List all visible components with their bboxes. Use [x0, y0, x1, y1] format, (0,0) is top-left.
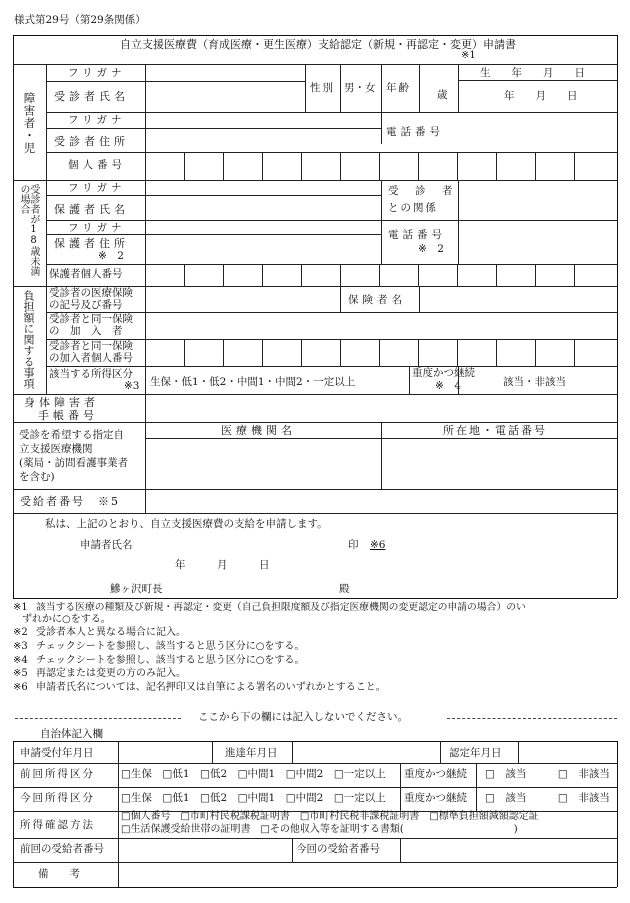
institution-desc-4: を含む): [19, 471, 55, 483]
seal-note: ※6: [370, 539, 386, 551]
progress-date-label: 進達年月日: [225, 747, 278, 759]
disability-book-label-1: 身体障害者: [24, 396, 99, 409]
income-method-label: 所得確認方法: [20, 819, 95, 831]
note-mark: ※3: [13, 641, 28, 652]
prev-income-checks[interactable]: □生保 □低1 □低2 □中間1 □中間2 □一定以上: [121, 768, 386, 780]
age-unit: 歳: [437, 89, 448, 101]
prev-severe-label: 重度かつ継続: [404, 768, 467, 780]
patient-phone-label: 電話番号: [386, 126, 444, 138]
relation-label-2: との関係: [388, 202, 438, 214]
note-mark: ※4: [13, 655, 28, 666]
guardian-name-label: 保護者氏名: [54, 203, 129, 216]
income-class-label: 該当する所得区分: [49, 368, 133, 380]
curr-severe-label: 重度かつ継続: [404, 792, 467, 804]
title-note: ※1: [461, 50, 476, 61]
recipient-number-label: 受給者番号 ※5: [20, 495, 120, 508]
patient-id-label: 個人番号: [68, 159, 126, 171]
note-mark: ※5: [13, 668, 28, 679]
income-method-line1[interactable]: □個人番号 □市町村民税課税証明書 □市町村民税非課税証明書 □標準負担額減額認定証: [121, 811, 539, 822]
same-insured-id-label-1: 受診者と同一保険: [49, 340, 133, 352]
same-insured-label-1: 受診者と同一保険: [49, 313, 133, 325]
form-number: 様式第29号（第29条関係）: [14, 14, 146, 26]
seal-mark: 印: [348, 539, 359, 551]
guardian-phone-note: ※ 2: [418, 243, 444, 255]
office-heading: 自治体記入欄: [40, 728, 103, 740]
insurer-name-label: 保険者名: [348, 294, 406, 306]
prev-recipient-number-label: 前回の受給者番号: [20, 843, 104, 855]
same-insured-id-label-2: の加入者個人番号: [49, 352, 133, 364]
curr-income-checks[interactable]: □生保 □低1 □低2 □中間1 □中間2 □一定以上: [121, 792, 386, 804]
same-insured-label-2: の 加 入 者: [49, 325, 123, 337]
prev-severe-checks[interactable]: □ 該当 □ 非該当: [485, 768, 610, 780]
declaration-text: 私は、上記のとおり、自立支援医療費の支給を申請します。: [45, 518, 328, 530]
income-class-note: ※3: [124, 380, 140, 392]
age-label: 年齢: [386, 82, 411, 94]
institution-desc-1: 受診を希望する指定自: [19, 429, 124, 441]
approval-date-label: 認定年月日: [449, 747, 502, 759]
applicant-name-label: 申請者氏名: [80, 539, 133, 551]
note-text: チェックシートを参照し、該当すると思う区分に○をする。: [36, 641, 305, 652]
separator-text: ここから下の欄には記入しないでください。: [198, 711, 408, 723]
severe-note: ※ 4: [435, 380, 461, 392]
guardian-id-label: 保護者個人番号: [49, 268, 123, 280]
sex-label: 性別: [310, 82, 335, 94]
relation-label-1: 受 診 者: [388, 185, 456, 197]
severe-label: 重度かつ継続: [412, 367, 475, 379]
receipt-date-label: 申請受付年月日: [20, 747, 94, 759]
birth-date-fields[interactable]: 年 月 日: [504, 90, 578, 102]
burden-section-label: 負担額に関する事項: [22, 290, 35, 389]
note-text: 申請者氏名については、記名押印又は自筆による署名のいずれかとすること。: [36, 682, 386, 693]
insurance-symbol-label-1: 受診者の医療保険: [49, 287, 133, 299]
curr-income-label: 今回所得区分: [20, 792, 95, 804]
note-mark: ※1: [13, 602, 28, 613]
note-text: 受診者本人と異なる場合に記入。: [36, 627, 186, 638]
sex-options[interactable]: 男・女: [344, 82, 376, 94]
institution-address-header: 所在地・電話番号: [443, 424, 547, 437]
remarks-label: 備 考: [38, 868, 80, 880]
addressee-suffix: 殿: [339, 583, 350, 595]
patient-address-furigana: フリガナ: [68, 114, 126, 126]
guardian-address-label: 保護者住所: [54, 237, 129, 250]
guardian-furigana-label: フリガナ: [68, 182, 126, 194]
income-class-options[interactable]: 生保・低1・低2・中間1・中間2・一定以上: [150, 376, 356, 388]
curr-severe-checks[interactable]: □ 該当 □ 非該当: [485, 792, 610, 804]
curr-recipient-number-label: 今回の受給者番号: [296, 843, 380, 855]
guardian-address-note: ※ 2: [98, 250, 124, 262]
guardian-address-furigana: フリガナ: [68, 222, 126, 234]
institution-desc-3: (薬局・訪問看護事業者: [19, 457, 129, 469]
birth-date-header: 生 年 月 日: [480, 67, 585, 79]
patient-name-label: 受診者氏名: [54, 90, 129, 103]
income-method-line2[interactable]: □生活保護受給世帯の証明書 □その他収入等を証明する書類( ): [121, 824, 518, 835]
note-text: チェックシートを参照し、該当すると思う区分に○をする。: [36, 655, 305, 666]
addressee: 鰺ヶ沢町長: [110, 583, 163, 595]
form-title: 自立支援医療費（育成医療・更生医療）支給認定（新規・再認定・変更）申請書: [120, 38, 516, 51]
patient-address-label: 受診者住所: [54, 135, 129, 148]
insurance-symbol-label-2: の記号及び番号: [49, 299, 123, 311]
guardian-phone-label: 電話番号: [388, 229, 446, 241]
patient-furigana-label: フリガナ: [68, 67, 126, 79]
institution-name-header: 医療機関名: [221, 424, 296, 437]
disability-book-label-2: 手帳番号: [38, 409, 98, 422]
note-text: 再認定または変更の方のみ記入。: [36, 668, 186, 679]
note-text: ずれかに○をする。: [22, 614, 111, 625]
minor-section-label: 受診者が18歳未満の場合: [18, 184, 39, 276]
note-mark: ※6: [13, 682, 28, 693]
severe-options[interactable]: 該当・非該当: [503, 376, 566, 388]
note-mark: ※2: [13, 627, 28, 638]
prev-income-label: 前回所得区分: [20, 768, 95, 780]
application-date[interactable]: 年 月 日: [175, 559, 270, 571]
patient-section-label: 障害者・児: [22, 92, 37, 155]
institution-desc-2: 立支援医療機関: [19, 443, 93, 455]
note-text: 該当する医療の種類及び新規・再認定・変更（自己負担限度額及び指定医療機関の変更認定の申請の場合）のい: [36, 602, 526, 613]
